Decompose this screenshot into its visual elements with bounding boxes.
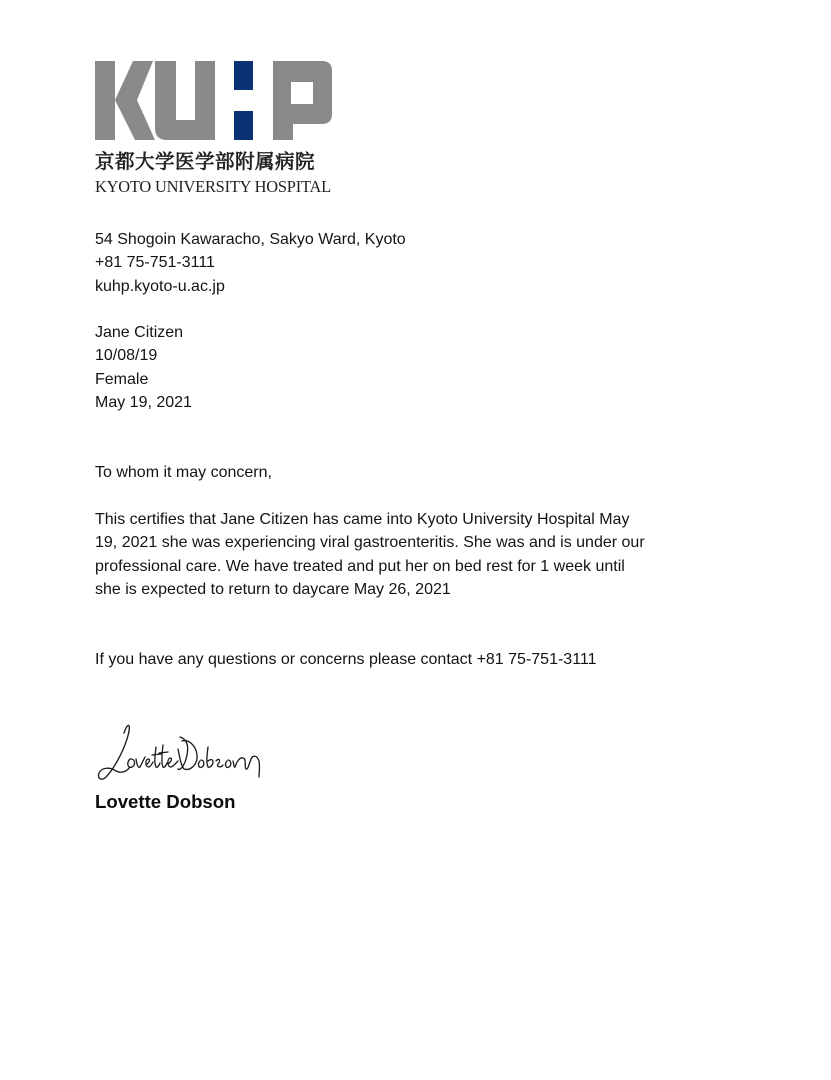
hospital-phone: +81 75-751-3111: [95, 254, 215, 271]
contact-line: If you have any questions or concerns please contact +81 75-751-3111: [95, 651, 597, 668]
logo-blue-bar-bottom: [234, 111, 253, 140]
logo-k-stem: [95, 61, 115, 140]
handwritten-signature: [94, 719, 264, 785]
patient-name: Jane Citizen: [95, 324, 184, 341]
letter-date: May 19, 2021: [95, 394, 192, 411]
hospital-name-english: KYOTO UNIVERSITY HOSPITAL: [95, 177, 331, 196]
signer-name: Lovette Dobson: [95, 791, 236, 812]
hospital-address: 54 Shogoin Kawaracho, Sakyo Ward, Kyoto: [95, 231, 406, 248]
hospital-website: kuhp.kyoto-u.ac.jp: [95, 278, 225, 295]
logo-u: [155, 61, 215, 140]
logo-p: [273, 61, 332, 140]
kuhp-logo: [95, 61, 335, 141]
letter-body: [95, 508, 675, 602]
letter-body-line: she is expected to return to daycare May 26, 2021: [95, 581, 451, 599]
salutation: To whom it may concern,: [95, 464, 272, 481]
patient-dob: 10/08/19: [95, 347, 158, 364]
patient-sex: Female: [95, 371, 149, 388]
letter-body-line: professional care. We have treated and put her on bed rest for 1 week until: [95, 557, 625, 575]
letter-body-line: 19, 2021 she was experiencing viral gastroenteritis. She was and is under our: [95, 534, 645, 552]
hospital-name-japanese: 京都大学医学部附属病院: [95, 150, 316, 173]
letter-body-line: This certifies that Jane Citizen has came into Kyoto University Hospital May: [95, 511, 630, 528]
logo-blue-bar-top: [234, 61, 253, 90]
logo-k-arms: [115, 61, 155, 140]
